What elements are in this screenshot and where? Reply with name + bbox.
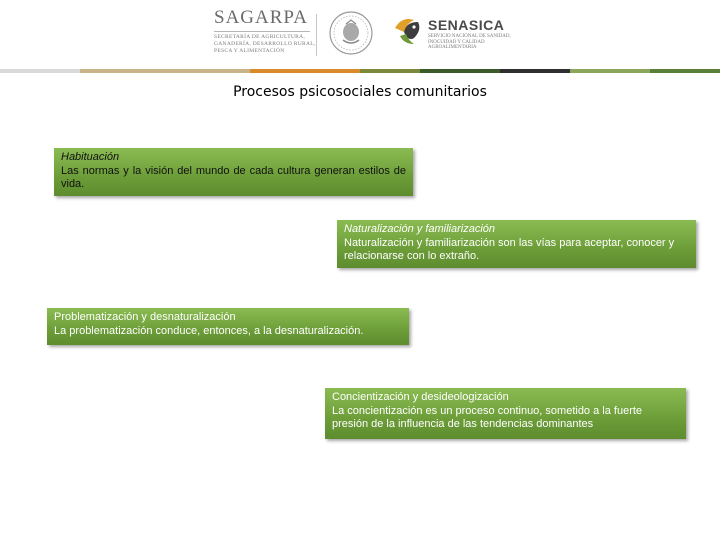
stripe-segment	[250, 69, 360, 73]
sagarpa-subtitle-line: SECRETARÍA DE AGRICULTURA,	[214, 34, 306, 40]
national-seal-icon	[328, 10, 374, 56]
stripe-segment	[0, 69, 80, 73]
senasica-logo	[392, 14, 522, 54]
card-concientizacion	[325, 388, 686, 439]
page-title: Procesos psicosociales comunitarios	[233, 84, 487, 100]
senasica-mark-icon	[392, 14, 426, 48]
stripe-segment	[500, 69, 570, 73]
card-problematizacion	[47, 308, 409, 345]
card-naturalizacion	[337, 220, 696, 268]
senasica-subtitle-line: SERVICIO NACIONAL DE SANIDAD,	[428, 34, 511, 39]
header	[0, 0, 720, 70]
sagarpa-name: SAGARPA	[214, 7, 308, 28]
stripe-segment	[650, 69, 720, 73]
sagarpa-subtitle-line: GANADERÍA, DESARROLLO RURAL,	[214, 41, 316, 47]
senasica-subtitle-line: AGROALIMENTARIA	[428, 45, 477, 50]
card-heading: Concientización y desideologización	[332, 391, 509, 403]
sagarpa-subtitle-line: PESCA Y ALIMENTACIÓN	[214, 48, 285, 54]
card-heading: Habituación	[61, 151, 120, 163]
senasica-subtitle-line: INOCUIDAD Y CALIDAD	[428, 39, 485, 45]
senasica-name: SENASICA	[428, 17, 505, 33]
card-body: Las normas y la visión del mundo de cada cultura generan estilos de vida.	[61, 164, 406, 190]
stripe-segment	[80, 69, 250, 73]
card-body: Naturalización y familiarización son las vías para aceptar, conocer y relacionarse con lo extraño.	[344, 236, 675, 262]
card-heading: Naturalización y familiarización	[344, 223, 496, 235]
stripe-segment	[360, 69, 420, 73]
stripe-segment	[570, 69, 650, 73]
senasica-subtitle	[428, 34, 511, 51]
header-color-stripe	[0, 69, 720, 73]
stripe-segment	[420, 69, 500, 73]
sagarpa-logo	[214, 8, 314, 60]
header-divider	[316, 14, 317, 56]
card-habituacion	[54, 148, 413, 196]
card-body: La concientización es un proceso continuo, sometido a la fuerte presión de la influencia de las tendencias dominantes	[332, 404, 643, 430]
sagarpa-rule	[214, 31, 310, 32]
card-body: La problematización conduce, entonces, a la desnaturalización.	[54, 324, 364, 337]
card-heading: Problematización y desnaturalización	[54, 311, 236, 323]
